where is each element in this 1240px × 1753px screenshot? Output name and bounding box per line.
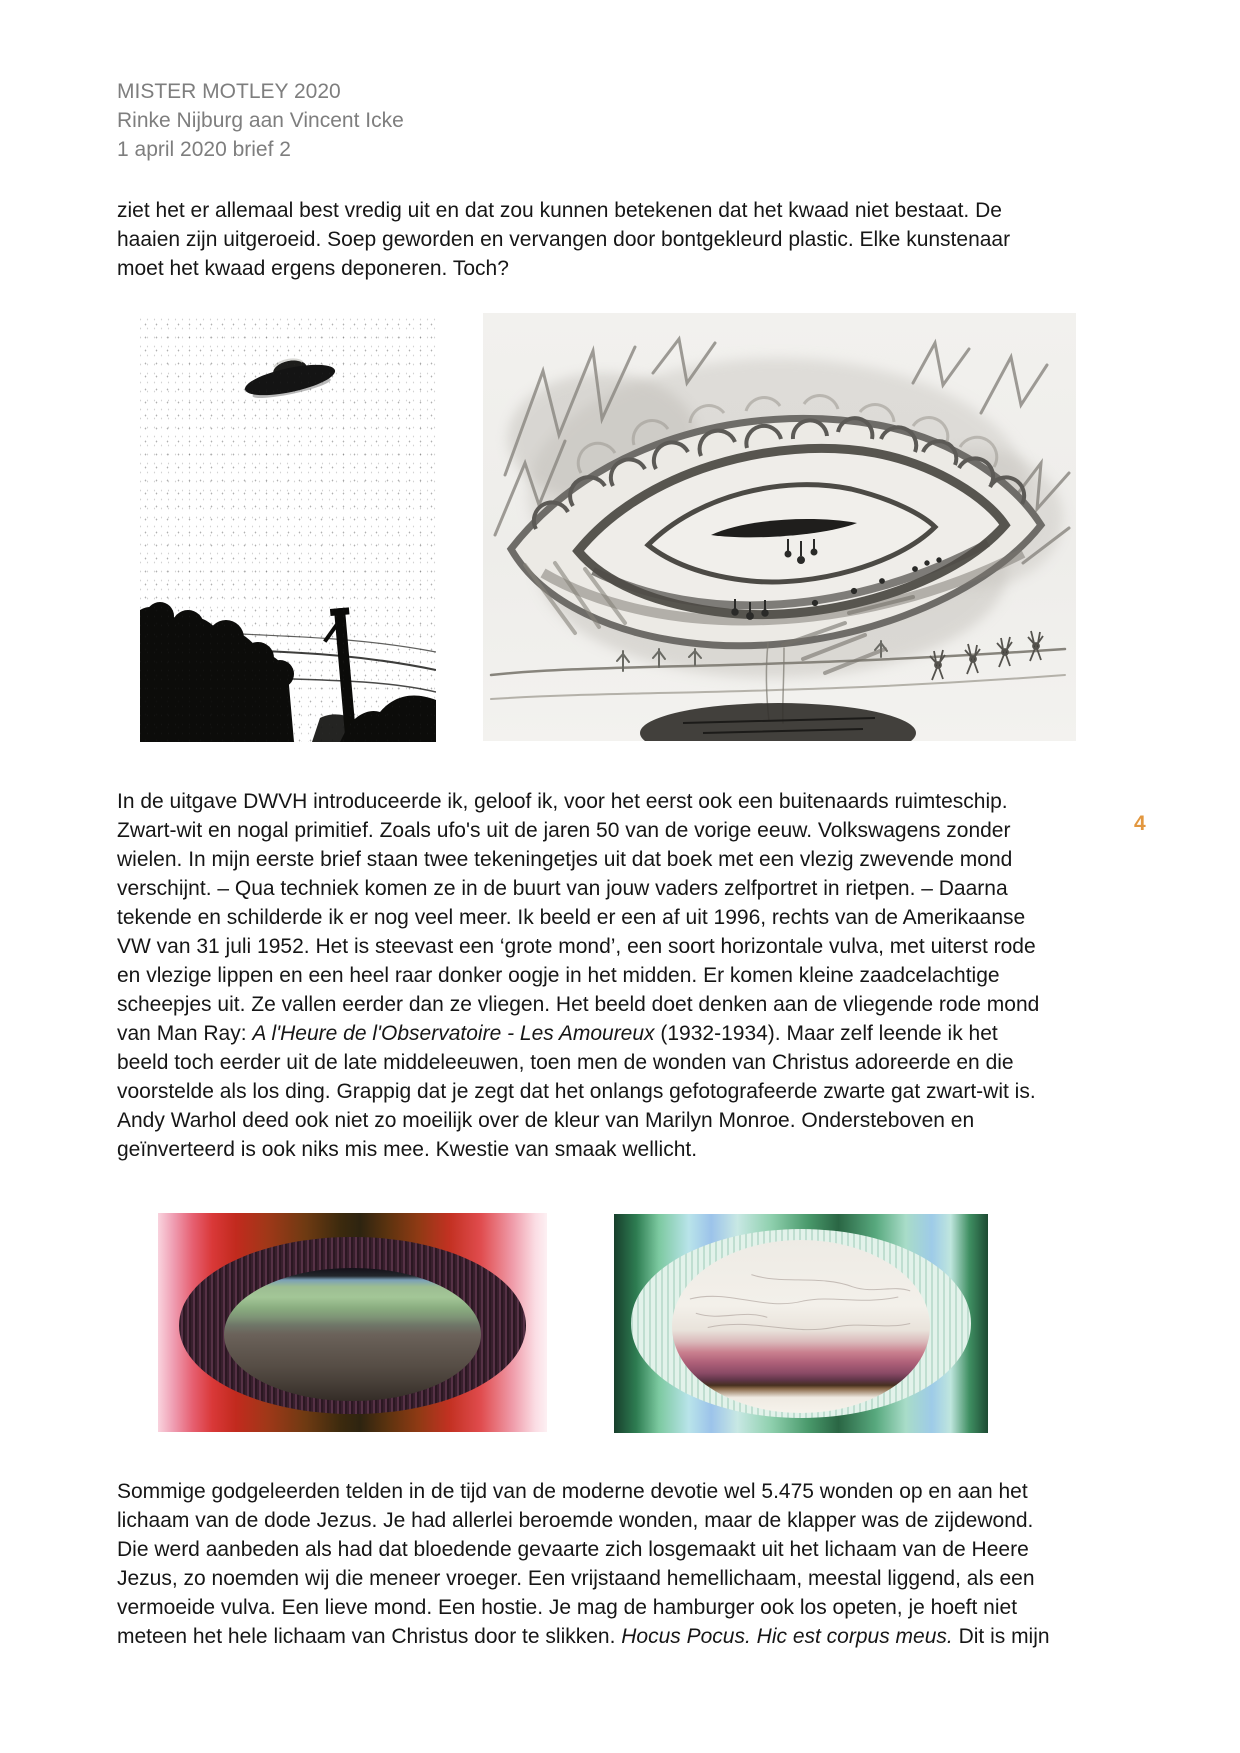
text-line: van Man Ray: A l'Heure de l'Observatoire - Les Amoureux (1932-1934). Maar zelf leende ik het	[117, 1022, 998, 1045]
dark-pond	[640, 703, 916, 741]
text-line: Andy Warhol deed ook niet zo moeilijk over de kleur van Marilyn Monroe. Ondersteboven en	[117, 1109, 975, 1132]
paragraph-main	[117, 787, 1039, 1164]
text-line: Zwart-wit en nogal primitief. Zoals ufo's uit de jaren 50 van de vorige eeuw. Volkswagens zonder	[117, 819, 1011, 842]
text-line: haaien zijn uitgeroeid. Soep geworden en vervangen door bontgekleurd plastic. Elke kunstenaar	[117, 228, 1011, 251]
green-grey-planet	[224, 1268, 481, 1402]
text-line: Sommige godgeleerden telden in de tijd van de moderne devotie wel 5.475 wonden op en aan het	[117, 1480, 1028, 1503]
text-line: moet het kwaad ergens deponeren. Toch?	[117, 257, 509, 280]
white-planet	[672, 1240, 930, 1413]
text-line: scheepjes uit. Ze vallen eerder dan ze vliegen. Het beeld doet denken aan de vliegende rode mond	[117, 993, 1040, 1016]
text-line: tekende en schilderde ik er nog veel meer. Ik beeld er een af uit 1996, rechts van de Amerikaanse	[117, 906, 1026, 929]
paragraph-closing	[117, 1477, 1050, 1651]
text-line: wielen. In mijn eerste brief staan twee tekeningetjes uit dat boek met een vlezig zwevende mond	[117, 848, 1013, 871]
text-line: Jezus, zo noemden wij die meneer vroeger. Een vrijstaand hemellichaam, meestal liggend, als een	[117, 1567, 1035, 1590]
text-line: geïnverteerd is ook niks mis mee. Kwestie van smaak wellicht.	[117, 1138, 698, 1161]
figure-green-planet-collage	[614, 1214, 988, 1433]
text-line: Die werd aanbeden als had dat bloedende gevaarte zich losgemaakt uit het lichaam van de Heere	[117, 1538, 1029, 1561]
text-line: In de uitgave DWVH introduceerde ik, geloof ik, voor het eerst ook een buitenaards ruimteschip.	[117, 790, 1008, 813]
document-header	[117, 77, 404, 164]
page-number: 4	[1134, 812, 1146, 835]
figure-ufo-photo	[140, 318, 436, 742]
text-line: Rinke Nijburg aan Vincent Icke	[117, 109, 404, 132]
text-line: ziet het er allemaal best vredig uit en dat zou kunnen betekenen dat het kwaad niet bestaat. De	[117, 199, 1002, 222]
text-line: vermoeide vulva. Een lieve mond. Een hostie. Je mag de hamburger ook los opeten, je hoeft niet	[117, 1596, 1018, 1619]
film-grain-texture	[140, 318, 436, 742]
planet-vein-texture	[672, 1240, 930, 1413]
text-line: voorstelde als los ding. Grappig dat je zegt dat het onlangs gefotografeerde zwarte gat zwart-wit is.	[117, 1080, 1036, 1103]
text-line: MISTER MOTLEY 2020	[117, 80, 341, 103]
paragraph-intro	[117, 196, 1010, 283]
text-line: en vlezige lippen en een heel raar donker oogje in het midden. Er komen kleine zaadcelachtige	[117, 964, 1000, 987]
figure-ufo-drawing	[483, 313, 1076, 741]
text-line: VW van 31 juli 1952. Het is steevast een ‘grote mond’, een soort horizontale vulva, met uiterst rode	[117, 935, 1036, 958]
text-line: meteen het hele lichaam van Christus door te slikken. Hocus Pocus. Hic est corpus meus. Dit is mijn	[117, 1625, 1050, 1648]
text-line: beeld toch eerder uit de late middeleeuwen, toen men de wonden van Christus adoreerde en die	[117, 1051, 1014, 1074]
text-line: verschijnt. – Qua techniek komen ze in de buurt van jouw vaders zelfportret in rietpen. – Daarna	[117, 877, 1008, 900]
text-line: 1 april 2020 brief 2	[117, 138, 291, 161]
pencil-drawing-art	[483, 313, 1076, 741]
figure-red-planet-collage	[158, 1213, 547, 1432]
text-line: lichaam van de dode Jezus. Je had allerlei beroemde wonden, maar de klapper was de zijdewond.	[117, 1509, 1034, 1532]
